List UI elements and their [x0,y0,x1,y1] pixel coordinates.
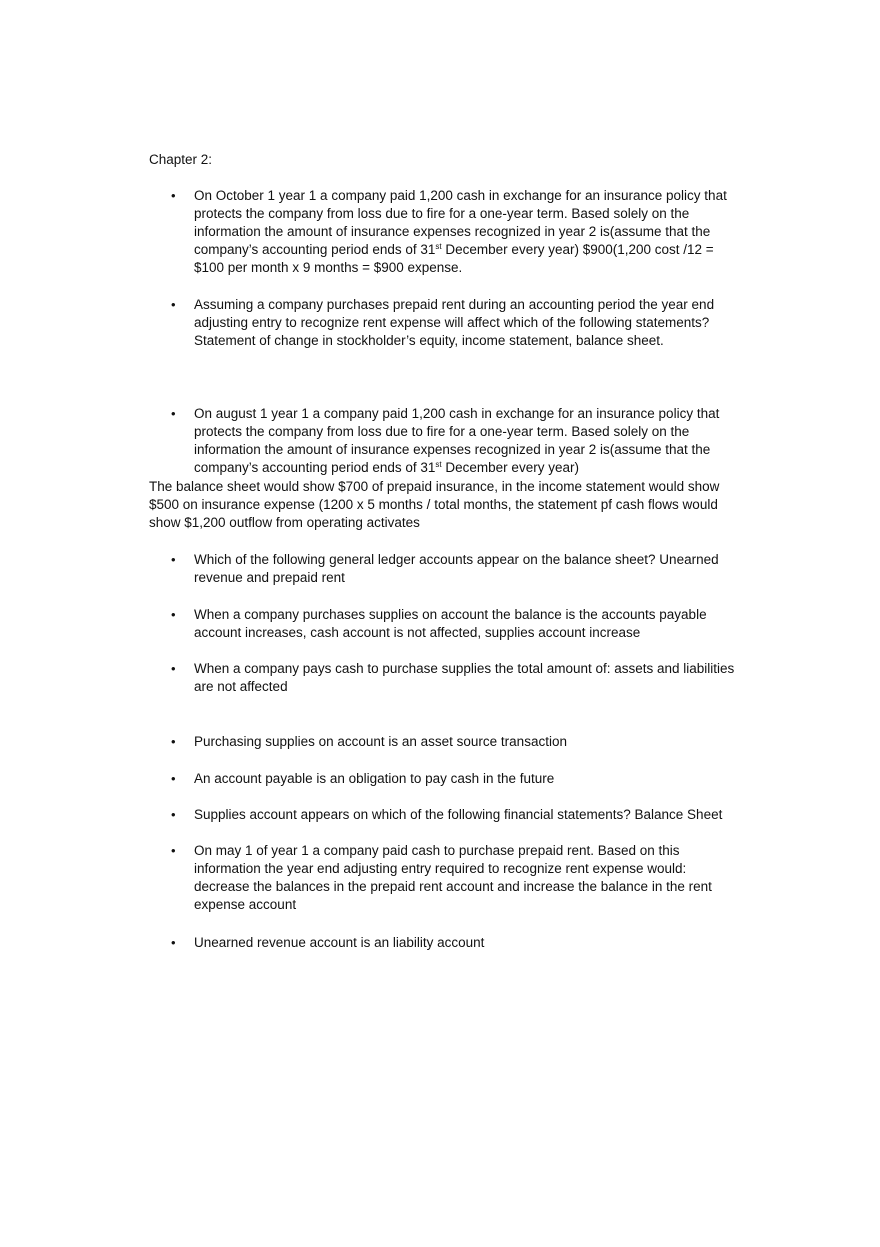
bullet-item-cash-supplies: • When a company pays cash to purchase supplies the total amount of: assets and liabilities are not affected [149,660,739,696]
bullet-text: On august 1 year 1 a company paid 1,200 cash in exchange for an insurance policy that protects the company from loss due to fire for a one-year term. Based solely on the information the amount of insurance expenses recognized in year 2 is(assume that the company’s accounting period ends of 31 [194,406,720,476]
bullet-item-prepaid-rent-may: • On may 1 of year 1 a company paid cash to purchase prepaid rent. Based on this information the year end adjusting entry required to recognize rent expense would: decrease the balances in the prepaid rent account and increase the balance in the rent expense account [149,842,739,914]
body-paragraph: The balance sheet would show $700 of prepaid insurance, in the income statement would show $500 on insurance expense (1200 x 5 months / total months, the statement pf cash flows would show $1,200 outflow from operating activates [149,479,720,531]
bullet-item-supplies-statement: • Supplies account appears on which of the following financial statements? Balance Sheet [149,806,739,824]
bullet-item-prepaid-rent: • Assuming a company purchases prepaid rent during an accounting period the year end adjusting entry to recognize rent expense will affect which of the following statements? Statement of change in stockholder’s equity, income statement, balance sheet. [149,296,739,350]
bullet-text: December every year) [441,460,579,476]
superscript: st [435,242,442,252]
chapter-heading: Chapter 2: [149,152,213,167]
bullet-item-insurance-august [149,405,739,477]
superscript: st [435,460,442,470]
bullet-item-unearned-revenue: • Unearned revenue account is an liability account [149,934,739,952]
bullet-text: On October 1 year 1 a company paid 1,200 cash in exchange for an insurance policy that protects the company from loss due to fire for a one-year term. Based solely on the information the amount of insurance expenses recognized in year 2 is(assume that the company’s accounting period ends of 31 [194,188,727,258]
bullet-item-ledger-accounts: • Which of the following general ledger accounts appear on the balance sheet? Unearned revenue and prepaid rent [149,551,739,587]
bullet-item-supplies-on-account: • When a company purchases supplies on account the balance is the accounts payable account increases, cash account is not affected, supplies account increase [149,606,739,642]
bullet-item-account-payable: • An account payable is an obligation to pay cash in the future [149,770,739,788]
bullet-text: December every year) $900(1,200 cost /12 = $100 per month x 9 months = $900 expense. [194,242,714,276]
bullet-item-asset-source: • Purchasing supplies on account is an asset source transaction [149,733,739,751]
bullet-item-insurance-october [149,187,739,277]
